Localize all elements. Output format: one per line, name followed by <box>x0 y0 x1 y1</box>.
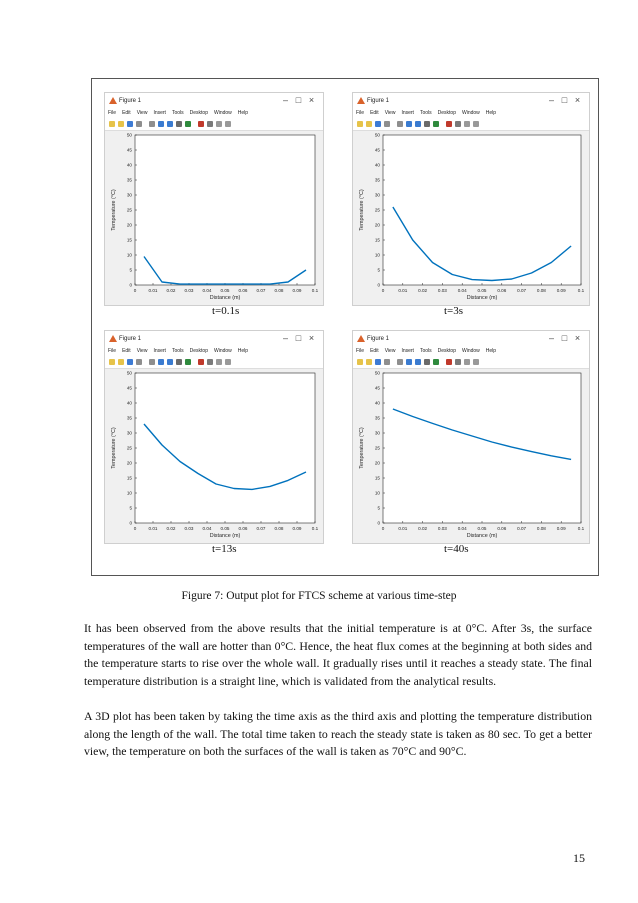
toolbar-button-icon[interactable] <box>455 121 461 127</box>
minimize-icon[interactable]: – <box>548 95 554 105</box>
y-tick-label: 50 <box>126 132 132 138</box>
y-tick-label: 25 <box>374 207 380 213</box>
toolbar-button-icon[interactable] <box>464 359 470 365</box>
x-tick-label: 0.06 <box>497 288 507 293</box>
toolbar-button-icon[interactable] <box>225 121 231 127</box>
y-tick-label: 15 <box>374 237 380 243</box>
toolbar-button-icon[interactable] <box>149 121 155 127</box>
toolbar-button-icon[interactable] <box>127 359 133 365</box>
y-tick-label: 20 <box>126 222 132 228</box>
plot-area <box>353 369 589 543</box>
y-tick-label: 25 <box>126 445 132 451</box>
toolbar-button-icon[interactable] <box>109 121 115 127</box>
toolbar-button-icon[interactable] <box>136 359 142 365</box>
figure-window-1 <box>104 92 324 306</box>
x-tick-label: 0.07 <box>256 288 266 293</box>
x-tick-label: 0.09 <box>292 288 302 293</box>
y-tick-label: 25 <box>374 445 380 451</box>
y-tick-label: 45 <box>126 385 132 391</box>
y-tick-label: 5 <box>377 267 380 273</box>
close-icon[interactable]: × <box>574 95 581 105</box>
x-tick-label: 0.08 <box>536 288 546 293</box>
x-tick-label: 0.03 <box>437 288 447 293</box>
x-tick-label: 0.09 <box>292 526 302 531</box>
menu-bar <box>105 348 323 357</box>
x-tick-label: 0.01 <box>148 526 158 531</box>
toolbar-button-icon[interactable] <box>473 359 479 365</box>
x-tick-label: 0.04 <box>202 288 212 293</box>
menu-tools[interactable]: Tools <box>171 110 184 116</box>
toolbar-button-icon[interactable] <box>118 121 124 127</box>
toolbar-button-icon[interactable] <box>198 121 204 127</box>
toolbar-button-icon[interactable] <box>176 359 182 365</box>
x-tick-label: 0.02 <box>166 288 176 293</box>
maximize-icon[interactable]: □ <box>295 333 302 343</box>
toolbar-button-icon[interactable] <box>176 121 182 127</box>
toolbar-button-icon[interactable] <box>357 121 363 127</box>
y-tick-label: 0 <box>129 520 132 526</box>
toolbar-button-icon[interactable] <box>464 121 470 127</box>
menu-window[interactable]: Window <box>461 110 480 116</box>
toolbar-button-icon[interactable] <box>375 121 381 127</box>
y-tick-label: 5 <box>377 505 380 511</box>
matlab-icon <box>357 335 365 343</box>
panel-label-4: t=40s <box>444 543 469 555</box>
y-tick-label: 45 <box>374 385 380 391</box>
y-tick-label: 5 <box>129 267 132 273</box>
y-tick-label: 35 <box>374 415 380 421</box>
toolbar-button-icon[interactable] <box>207 359 213 365</box>
y-tick-label: 40 <box>126 400 132 406</box>
y-tick-label: 0 <box>377 520 380 526</box>
toolbar-button-icon[interactable] <box>118 359 124 365</box>
menu-file[interactable]: File <box>108 348 117 354</box>
menu-bar <box>353 348 589 357</box>
toolbar-button-icon[interactable] <box>473 121 479 127</box>
menu-edit[interactable]: Edit <box>122 110 131 116</box>
toolbar <box>105 119 323 131</box>
x-tick-label: 0.08 <box>274 526 284 531</box>
y-axis-label: Temperature (°C) <box>359 189 365 231</box>
y-axis-label: Temperature (°C) <box>111 427 117 469</box>
menu-view[interactable]: View <box>136 348 148 354</box>
menu-window[interactable]: Window <box>213 110 232 116</box>
y-tick-label: 40 <box>374 400 380 406</box>
paragraph-2 <box>84 708 592 761</box>
x-tick-label: 0.02 <box>418 288 428 293</box>
menu-view[interactable]: View <box>384 110 396 116</box>
y-tick-label: 25 <box>126 207 132 213</box>
y-tick-label: 15 <box>126 237 132 243</box>
y-tick-label: 30 <box>374 430 380 436</box>
x-tick-label: 0.08 <box>536 526 546 531</box>
toolbar-button-icon[interactable] <box>384 359 390 365</box>
y-tick-label: 30 <box>126 430 132 436</box>
menu-file[interactable]: File <box>356 110 365 116</box>
temperature-chart-2 <box>353 131 589 305</box>
temperature-chart-4 <box>353 369 589 543</box>
figure-window-4 <box>352 330 590 544</box>
toolbar-button-icon[interactable] <box>424 121 430 127</box>
menu-tools[interactable]: Tools <box>419 348 432 354</box>
maximize-icon[interactable]: □ <box>561 95 568 105</box>
menu-view[interactable]: View <box>384 348 396 354</box>
window-title: Figure 1 <box>119 98 142 104</box>
x-tick-label: 0 <box>381 288 385 293</box>
toolbar <box>105 357 323 369</box>
toolbar-button-icon[interactable] <box>446 121 452 127</box>
temperature-chart-3 <box>105 369 323 543</box>
x-tick-label: 0.04 <box>202 526 212 531</box>
y-tick-label: 10 <box>374 252 380 258</box>
x-tick-label: 0.07 <box>517 526 527 531</box>
menu-insert[interactable]: Insert <box>401 348 414 354</box>
menu-file[interactable]: File <box>108 110 117 116</box>
x-tick-label: 0.05 <box>477 526 487 531</box>
close-icon[interactable]: × <box>308 333 315 343</box>
x-tick-label: 0.03 <box>184 288 194 293</box>
y-tick-label: 50 <box>374 132 380 138</box>
toolbar-button-icon[interactable] <box>207 121 213 127</box>
toolbar-button-icon[interactable] <box>406 121 412 127</box>
y-tick-label: 35 <box>126 177 132 183</box>
x-tick-label: 0.03 <box>437 526 447 531</box>
axes-box <box>135 373 315 523</box>
menu-help[interactable]: Help <box>485 348 497 354</box>
menu-desktop[interactable]: Desktop <box>189 110 208 116</box>
y-tick-label: 10 <box>374 490 380 496</box>
x-tick-label: 0.05 <box>220 526 230 531</box>
y-tick-label: 35 <box>374 177 380 183</box>
figure-caption: Figure 7: Output plot for FTCS scheme at various time-step <box>181 590 457 602</box>
toolbar <box>353 119 589 131</box>
x-tick-label: 0.05 <box>220 288 230 293</box>
menu-file[interactable]: File <box>356 348 365 354</box>
x-tick-label: 0 <box>133 288 137 293</box>
plot-area <box>105 131 323 305</box>
toolbar-button-icon[interactable] <box>397 359 403 365</box>
panel-label-3: t=13s <box>212 543 237 555</box>
window-titlebar <box>353 331 589 348</box>
matlab-icon <box>109 97 117 105</box>
figure-window-3 <box>104 330 324 544</box>
menu-desktop[interactable]: Desktop <box>189 348 208 354</box>
menu-insert[interactable]: Insert <box>401 110 414 116</box>
toolbar-button-icon[interactable] <box>415 121 421 127</box>
window-title: Figure 1 <box>367 98 390 104</box>
toolbar-button-icon[interactable] <box>433 121 439 127</box>
x-tick-label: 0.06 <box>238 288 248 293</box>
menu-help[interactable]: Help <box>237 110 249 116</box>
x-tick-label: 0.07 <box>517 288 527 293</box>
menu-tools[interactable]: Tools <box>419 110 432 116</box>
y-tick-label: 0 <box>129 282 132 288</box>
menu-window[interactable]: Window <box>461 348 480 354</box>
minimize-icon[interactable]: – <box>282 95 288 105</box>
x-tick-label: 0 <box>133 526 137 531</box>
y-tick-label: 10 <box>126 252 132 258</box>
toolbar-button-icon[interactable] <box>158 121 164 127</box>
window-titlebar <box>105 331 323 348</box>
x-axis-label: Distance (m) <box>466 533 498 539</box>
toolbar-button-icon[interactable] <box>366 121 372 127</box>
x-tick-label: 0.06 <box>497 526 507 531</box>
panel-label-2: t=3s <box>444 305 464 317</box>
toolbar-button-icon[interactable] <box>397 121 403 127</box>
y-tick-label: 50 <box>374 370 380 376</box>
toolbar-button-icon[interactable] <box>406 359 412 365</box>
toolbar-button-icon[interactable] <box>384 121 390 127</box>
menu-bar <box>353 110 589 119</box>
toolbar-button-icon[interactable] <box>424 359 430 365</box>
x-tick-label: 0.01 <box>148 288 158 293</box>
window-titlebar <box>353 93 589 110</box>
axes-box <box>135 135 315 285</box>
x-tick-label: 0.08 <box>274 288 284 293</box>
toolbar-button-icon[interactable] <box>366 359 372 365</box>
x-tick-label: 0.1 <box>311 526 319 531</box>
menu-insert[interactable]: Insert <box>153 110 166 116</box>
toolbar-button-icon[interactable] <box>167 121 173 127</box>
toolbar-button-icon[interactable] <box>149 359 155 365</box>
toolbar-button-icon[interactable] <box>185 359 191 365</box>
x-tick-label: 0.07 <box>256 526 266 531</box>
panel-label-1: t=0.1s <box>212 305 240 317</box>
y-tick-label: 20 <box>374 460 380 466</box>
toolbar-button-icon[interactable] <box>446 359 452 365</box>
matlab-icon <box>357 97 365 105</box>
menu-window[interactable]: Window <box>213 348 232 354</box>
y-tick-label: 15 <box>126 475 132 481</box>
x-axis-label: Distance (m) <box>209 533 241 539</box>
matlab-icon <box>109 335 117 343</box>
toolbar-button-icon[interactable] <box>225 359 231 365</box>
y-tick-label: 20 <box>374 222 380 228</box>
x-axis-label: Distance (m) <box>466 295 498 301</box>
x-tick-label: 0.06 <box>238 526 248 531</box>
paragraph-2-text: A 3D plot has been taken by taking the time axis as the third axis and plotting the temperature distribution along the length of the wall. The total time taken to reach the steady state is taken as 80 sec. To get a better view, the temperature on both the surfaces of the wall is taken as 70°C and 90°C. <box>84 709 592 758</box>
toolbar-button-icon[interactable] <box>167 359 173 365</box>
toolbar-button-icon[interactable] <box>198 359 204 365</box>
y-tick-label: 10 <box>126 490 132 496</box>
menu-edit[interactable]: Edit <box>122 348 131 354</box>
y-tick-label: 30 <box>374 192 380 198</box>
x-tick-label: 0.03 <box>184 526 194 531</box>
x-tick-label: 0.02 <box>418 526 428 531</box>
paragraph-1 <box>84 620 592 690</box>
toolbar-button-icon[interactable] <box>216 359 222 365</box>
menu-desktop[interactable]: Desktop <box>437 348 456 354</box>
y-tick-label: 35 <box>126 415 132 421</box>
y-tick-label: 40 <box>126 162 132 168</box>
y-tick-label: 45 <box>374 147 380 153</box>
menu-view[interactable]: View <box>136 110 148 116</box>
x-tick-label: 0.04 <box>457 288 467 293</box>
menu-desktop[interactable]: Desktop <box>437 110 456 116</box>
window-titlebar <box>105 93 323 110</box>
toolbar-button-icon[interactable] <box>375 359 381 365</box>
x-tick-label: 0.01 <box>398 526 408 531</box>
x-axis-label: Distance (m) <box>209 295 241 301</box>
y-tick-label: 5 <box>129 505 132 511</box>
x-tick-label: 0.02 <box>166 526 176 531</box>
page-number: 15 <box>573 851 585 865</box>
menu-tools[interactable]: Tools <box>171 348 184 354</box>
toolbar-button-icon[interactable] <box>158 359 164 365</box>
figure-window-2 <box>352 92 590 306</box>
toolbar-button-icon[interactable] <box>136 121 142 127</box>
close-icon[interactable]: × <box>308 95 315 105</box>
x-tick-label: 0.1 <box>577 288 585 293</box>
menu-insert[interactable]: Insert <box>153 348 166 354</box>
axes-box <box>383 373 581 523</box>
y-tick-label: 30 <box>126 192 132 198</box>
x-tick-label: 0.1 <box>311 288 319 293</box>
menu-bar <box>105 110 323 119</box>
x-tick-label: 0.04 <box>457 526 467 531</box>
x-tick-label: 0.09 <box>556 288 566 293</box>
y-tick-label: 45 <box>126 147 132 153</box>
y-tick-label: 40 <box>374 162 380 168</box>
minimize-icon[interactable]: – <box>282 333 288 343</box>
x-tick-label: 0 <box>381 526 385 531</box>
toolbar-button-icon[interactable] <box>415 359 421 365</box>
y-axis-label: Temperature (°C) <box>359 427 365 469</box>
y-axis-label: Temperature (°C) <box>111 189 117 231</box>
y-tick-label: 0 <box>377 282 380 288</box>
menu-edit[interactable]: Edit <box>370 110 379 116</box>
toolbar-button-icon[interactable] <box>455 359 461 365</box>
temperature-chart-1 <box>105 131 323 305</box>
x-tick-label: 0.09 <box>556 526 566 531</box>
toolbar <box>353 357 589 369</box>
toolbar-button-icon[interactable] <box>216 121 222 127</box>
close-icon[interactable]: × <box>574 333 581 343</box>
menu-help[interactable]: Help <box>237 348 249 354</box>
paragraph-1-text: It has been observed from the above results that the initial temperature is at 0°C. After 3s, the surface temperatures of the wall are hotter than 0°C. Hence, the heat flux comes at the beginning at both sides and the temperature starts to rise over the whole wall. It gradually rises until it reaches a steady state. The final temperature distribution is a straight line, which is validated from the analytical results. <box>84 621 592 688</box>
menu-edit[interactable]: Edit <box>370 348 379 354</box>
plot-area <box>353 131 589 305</box>
toolbar-button-icon[interactable] <box>127 121 133 127</box>
toolbar-button-icon[interactable] <box>357 359 363 365</box>
toolbar-button-icon[interactable] <box>433 359 439 365</box>
y-tick-label: 50 <box>126 370 132 376</box>
plot-area <box>105 369 323 543</box>
x-tick-label: 0.1 <box>577 526 585 531</box>
x-tick-label: 0.05 <box>477 288 487 293</box>
y-tick-label: 15 <box>374 475 380 481</box>
window-title: Figure 1 <box>367 336 390 342</box>
toolbar-button-icon[interactable] <box>109 359 115 365</box>
maximize-icon[interactable]: □ <box>561 333 568 343</box>
maximize-icon[interactable]: □ <box>295 95 302 105</box>
minimize-icon[interactable]: – <box>548 333 554 343</box>
x-tick-label: 0.01 <box>398 288 408 293</box>
toolbar-button-icon[interactable] <box>185 121 191 127</box>
y-tick-label: 20 <box>126 460 132 466</box>
menu-help[interactable]: Help <box>485 110 497 116</box>
window-title: Figure 1 <box>119 336 142 342</box>
